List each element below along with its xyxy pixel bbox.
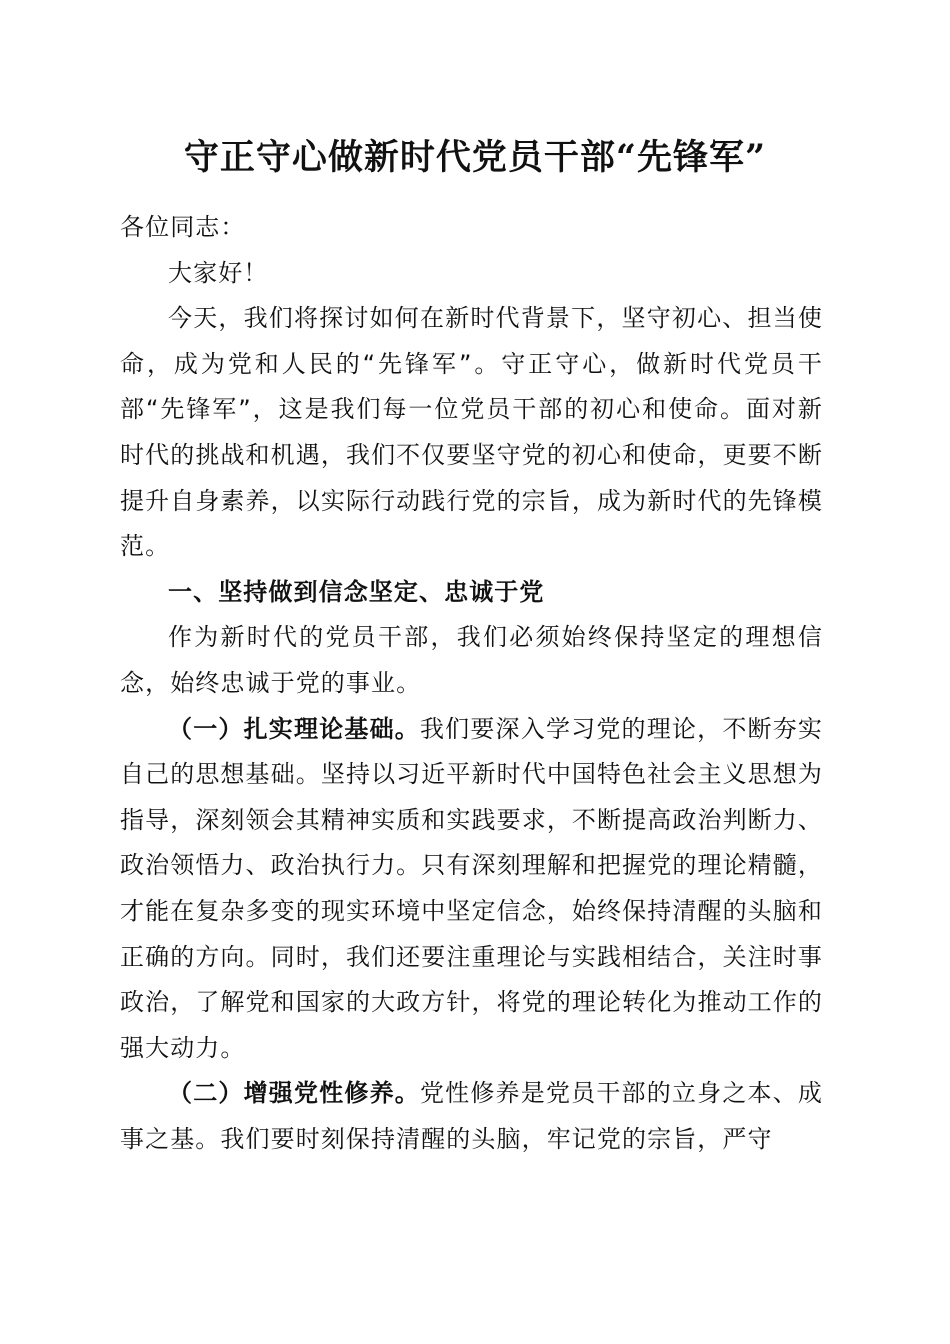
document-body [120, 205, 823, 1162]
document-title: 守正守心做新时代党员干部“先锋军” [183, 137, 767, 178]
salutation: 各位同志： [120, 213, 246, 241]
intro-paragraph: 今天，我们将探讨如何在新时代背景下，坚守初心、担当使命，成为党和人民的“先锋军”。守正守心，做新时代党员干部“先锋军”，这是我们每一位党员干部的初心和使命。面对新时代的挑战和机遇，我们不仅要坚守党的初心和使命，更要不断提升自身素养，以实际行动践行党的宗旨，成为新时代的先锋模范。 [120, 304, 823, 561]
subsection-text-1: 我们要深入学习党的理论，不断夯实自己的思想基础。坚持以习近平新时代中国特色社会主义思想为指导，深刻领会其精神实质和实践要求，不断提高政治判断力、政治领悟力、政治执行力。只有深刻理解和把握党的理论精髓，才能在复杂多变的现实环境中坚定信念，始终保持清醒的头脑和正确的方向。同时，我们还要注重理论与实践相结合，关注时事政治，了解党和国家的大政方针，将党的理论转化为推动工作的强大动力。 [120, 714, 824, 1062]
subsection-text-2: 党性修养是党员干部的立身之本、成事之基。我们要时刻保持清醒的头脑，牢记党的宗旨，严守 [120, 1079, 824, 1153]
subsection-label-1: （一）扎实理论基础。 [168, 714, 420, 743]
subsection-label-2: （二）增强党性修养。 [168, 1079, 420, 1108]
subsection-paragraph-2 [120, 1071, 823, 1162]
section-lead-paragraph: 作为新时代的党员干部，我们必须始终保持坚定的理想信念，始终忠诚于党的事业。 [120, 623, 823, 697]
greeting: 大家好！ [168, 258, 269, 287]
subsection-paragraph-1 [120, 707, 823, 1072]
section-heading: 一、坚持做到信念坚定、忠诚于党 [168, 577, 545, 606]
